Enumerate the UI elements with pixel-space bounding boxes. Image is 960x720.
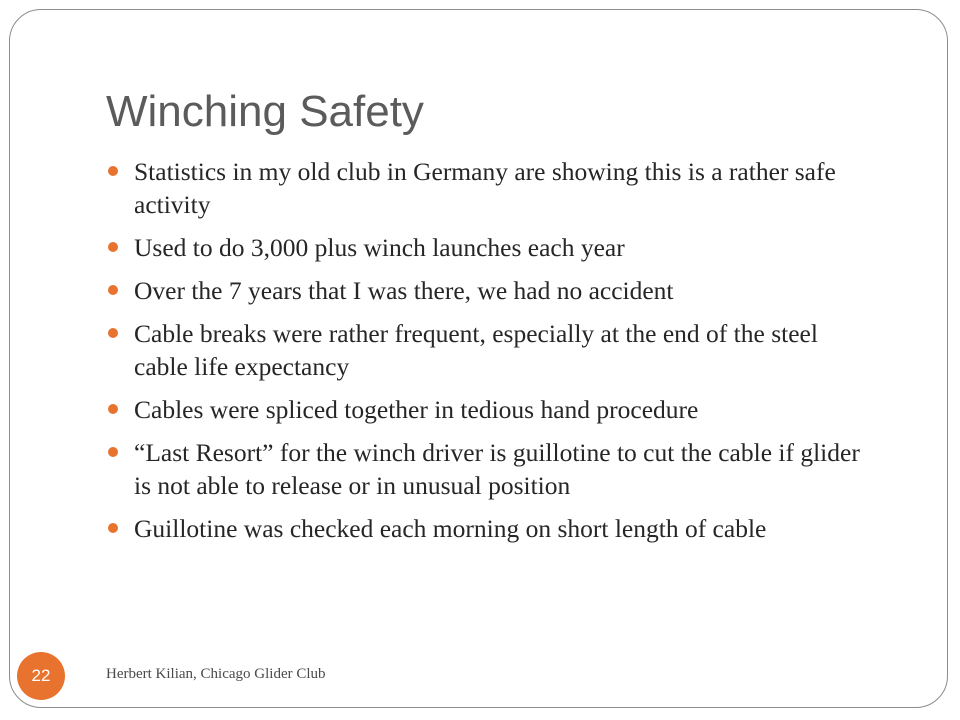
bullet-dot-icon bbox=[108, 242, 118, 252]
bullet-item bbox=[106, 512, 866, 545]
bullet-item bbox=[106, 393, 866, 426]
bullet-dot-icon bbox=[108, 166, 118, 176]
bullet-dot-icon bbox=[108, 285, 118, 295]
bullet-item bbox=[106, 231, 866, 264]
bullet-dot-icon bbox=[108, 404, 118, 414]
bullet-item bbox=[106, 317, 866, 383]
bullet-text: Cable breaks were rather frequent, especially at the end of the steel cable life expectancy bbox=[134, 319, 818, 381]
bullet-text: Cables were spliced together in tedious hand procedure bbox=[134, 395, 699, 424]
bullet-text: Statistics in my old club in Germany are showing this is a rather safe activity bbox=[134, 157, 836, 219]
bullet-text: Used to do 3,000 plus winch launches each year bbox=[134, 233, 625, 262]
footer-text: Herbert Kilian, Chicago Glider Club bbox=[106, 666, 326, 682]
bullet-dot-icon bbox=[108, 328, 118, 338]
bullet-list bbox=[106, 155, 866, 555]
bullet-text: Over the 7 years that I was there, we had no accident bbox=[134, 276, 674, 305]
bullet-item bbox=[106, 436, 866, 502]
bullet-dot-icon bbox=[108, 523, 118, 533]
slide-title: Winching Safety bbox=[106, 87, 424, 136]
bullet-item bbox=[106, 274, 866, 307]
bullet-item bbox=[106, 155, 866, 221]
bullet-dot-icon bbox=[108, 447, 118, 457]
slide-number-badge: 22 bbox=[17, 652, 65, 700]
bullet-text: Guillotine was checked each morning on short length of cable bbox=[134, 514, 767, 543]
bullet-text: “Last Resort” for the winch driver is guillotine to cut the cable if glider is not able to release or in unusual position bbox=[134, 438, 860, 500]
